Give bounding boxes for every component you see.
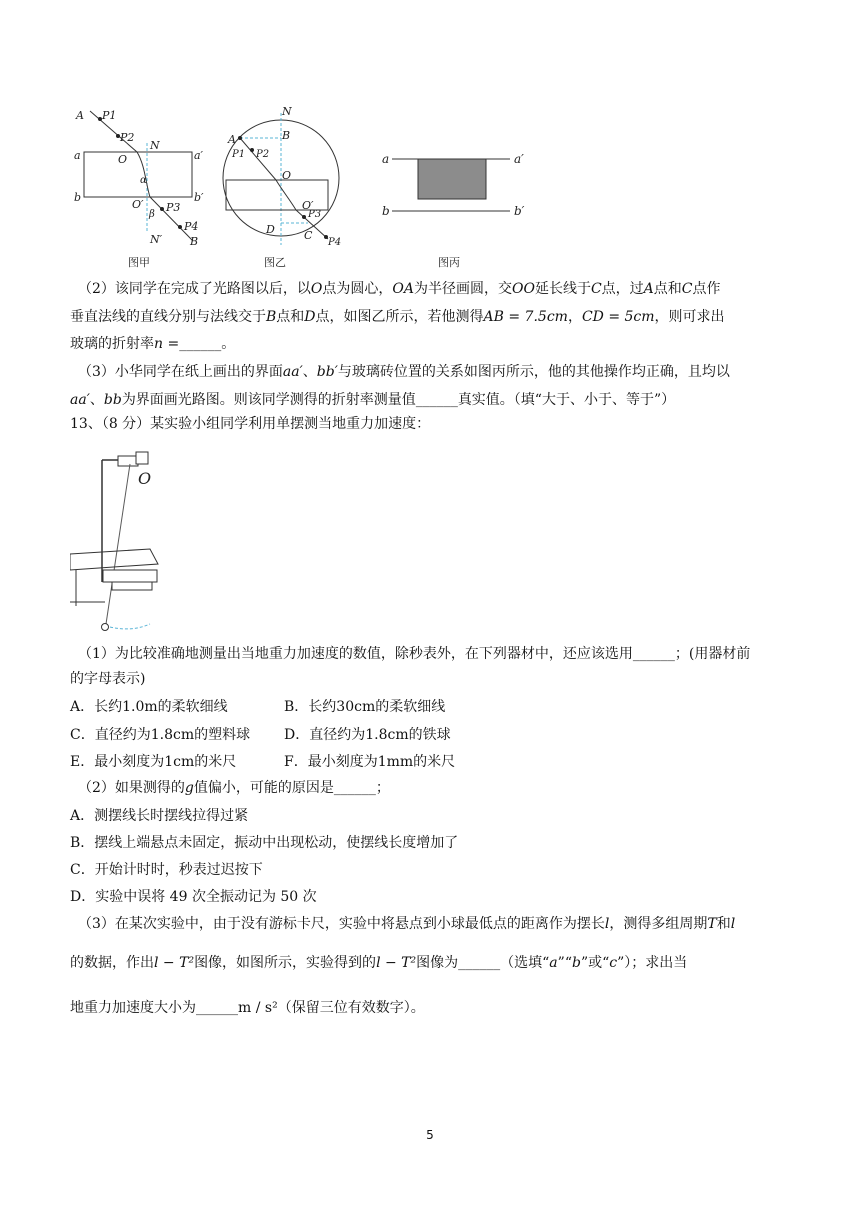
q12-answer-blank-compare: ______: [415, 392, 458, 408]
label-alpha: α: [140, 175, 147, 186]
figure-yi: [210, 105, 350, 255]
figure-bing: [380, 140, 540, 220]
q13-part3-line1: （3）在某次实验中，由于没有游标卡尺，实验中将悬点到小球最低点的距离作为摆长l，测得多组周期T和l: [78, 916, 736, 932]
q13-title: 13、（8 分）某实验小组同学利用单摆测当地重力加速度：: [70, 416, 431, 432]
yi-label-D: D: [266, 223, 275, 236]
label-A: A: [76, 109, 84, 122]
option-c: C．直径约为1.8cm的塑料球: [70, 727, 251, 743]
label-B: B: [190, 235, 199, 248]
label-P2: P2: [120, 131, 135, 144]
reason-option-c: C．开始计时时，秒表过迟按下: [70, 862, 263, 878]
q12-part3-line1: （3）小华同学在纸上画出的界面aa′、bb′与玻璃砖位置的关系如图丙所示，他的其他操作均正确，且均以: [78, 364, 730, 380]
q13-answer-blank-reason: ______: [333, 780, 376, 796]
reason-option-b: B．摆线上端悬点未固定，振动中出现松动，使摆线长度增加了: [70, 835, 459, 851]
option-a: A．长约1.0m的柔软细线: [70, 699, 228, 715]
option-b: B．长约30cm的柔软细线: [284, 699, 446, 715]
caption-bing: 图丙: [438, 256, 460, 269]
label-N: N: [150, 139, 160, 152]
label-a-prime: a′: [194, 149, 204, 162]
label-P4: P4: [184, 220, 199, 233]
label-O-prime: O′: [132, 198, 144, 211]
q13-part1-line2: 的字母表示): [70, 671, 146, 687]
bing-label-b-prime: b′: [514, 204, 525, 218]
q13-answer-blank-g: ______: [196, 1000, 238, 1016]
figure-jia: [70, 105, 210, 255]
option-e: E．最小刻度为1cm的米尺: [70, 754, 237, 770]
q12-part3-line2: aa′、bb为界面画光路图。则该同学测得的折射率测量值______真实值。（填“大于、小于、等于”）: [70, 392, 676, 408]
yi-label-O-prime: O′: [302, 199, 314, 212]
q12-part2-line3: 玻璃的折射率n =______。: [70, 336, 236, 352]
yi-label-P1: P1: [232, 149, 246, 160]
q13-part3-line3: 地重力加速度大小为______m / s²（保留三位有效数字）。: [70, 1000, 425, 1016]
label-O: O: [118, 153, 128, 166]
label-P3: P3: [166, 201, 181, 214]
label-P1: P1: [102, 109, 117, 122]
q13-part2-line1: （2）如果测得的g值偏小，可能的原因是______；: [78, 780, 390, 796]
q12-part2-line2: 垂直法线的直线分别与法线交于B点和D点，如图乙所示，若他测得AB = 7.5cm，CD = 5cm，则可求出: [70, 309, 725, 325]
yi-label-O: O: [282, 169, 292, 182]
q13-part1-line1: （1）为比较准确地测量出当地重力加速度的数值，除秒表外，在下列器材中，还应该选用______；(用器材前: [78, 646, 751, 662]
q12-answer-blank-n: ______: [179, 336, 222, 352]
yi-label-C: C: [304, 229, 313, 242]
label-N-prime: N′: [150, 233, 163, 246]
q13-answer-blank-graph: ______: [458, 955, 501, 971]
option-d: D．直径约为1.8cm的铁球: [284, 727, 451, 743]
bing-label-a: a: [382, 152, 390, 166]
label-b: b: [74, 191, 82, 204]
pendulum-figure: [70, 446, 240, 636]
label-a: a: [74, 149, 81, 162]
q13-answer-blank-equipment: ______: [632, 646, 675, 662]
yi-label-P4: P4: [328, 237, 342, 248]
bing-label-b: b: [382, 204, 390, 218]
caption-yi: 图乙: [264, 256, 286, 269]
q13-part3-line2: 的数据，作出l − T²图像，如图所示，实验得到的l − T²图像为______（选填“a”“b”或“c”）；求出当: [70, 955, 688, 971]
yi-label-P2: P2: [256, 149, 270, 160]
option-f: F．最小刻度为1mm的米尺: [284, 754, 456, 770]
q12-part2-line1: （2）该同学在完成了光路图以后，以O点为圆心，OA为半径画圆，交OO延长线于C点，过A点和C点作: [78, 281, 721, 297]
yi-label-B: B: [282, 129, 291, 142]
bing-label-a-prime: a′: [514, 152, 524, 166]
reason-option-d: D．实验中误将 49 次全振动记为 50 次: [70, 889, 317, 905]
label-b-prime: b′: [194, 191, 204, 204]
yi-label-N: N: [282, 105, 292, 118]
page-number: 5: [426, 1128, 434, 1142]
reason-option-a: A．测摆线长时摆线拉得过紧: [70, 808, 249, 824]
pendulum-label-O: O: [138, 469, 152, 488]
caption-jia: 图甲: [128, 256, 150, 269]
label-beta: β: [149, 209, 155, 220]
yi-label-A: A: [228, 133, 236, 146]
yi-label-P3: P3: [308, 209, 322, 220]
